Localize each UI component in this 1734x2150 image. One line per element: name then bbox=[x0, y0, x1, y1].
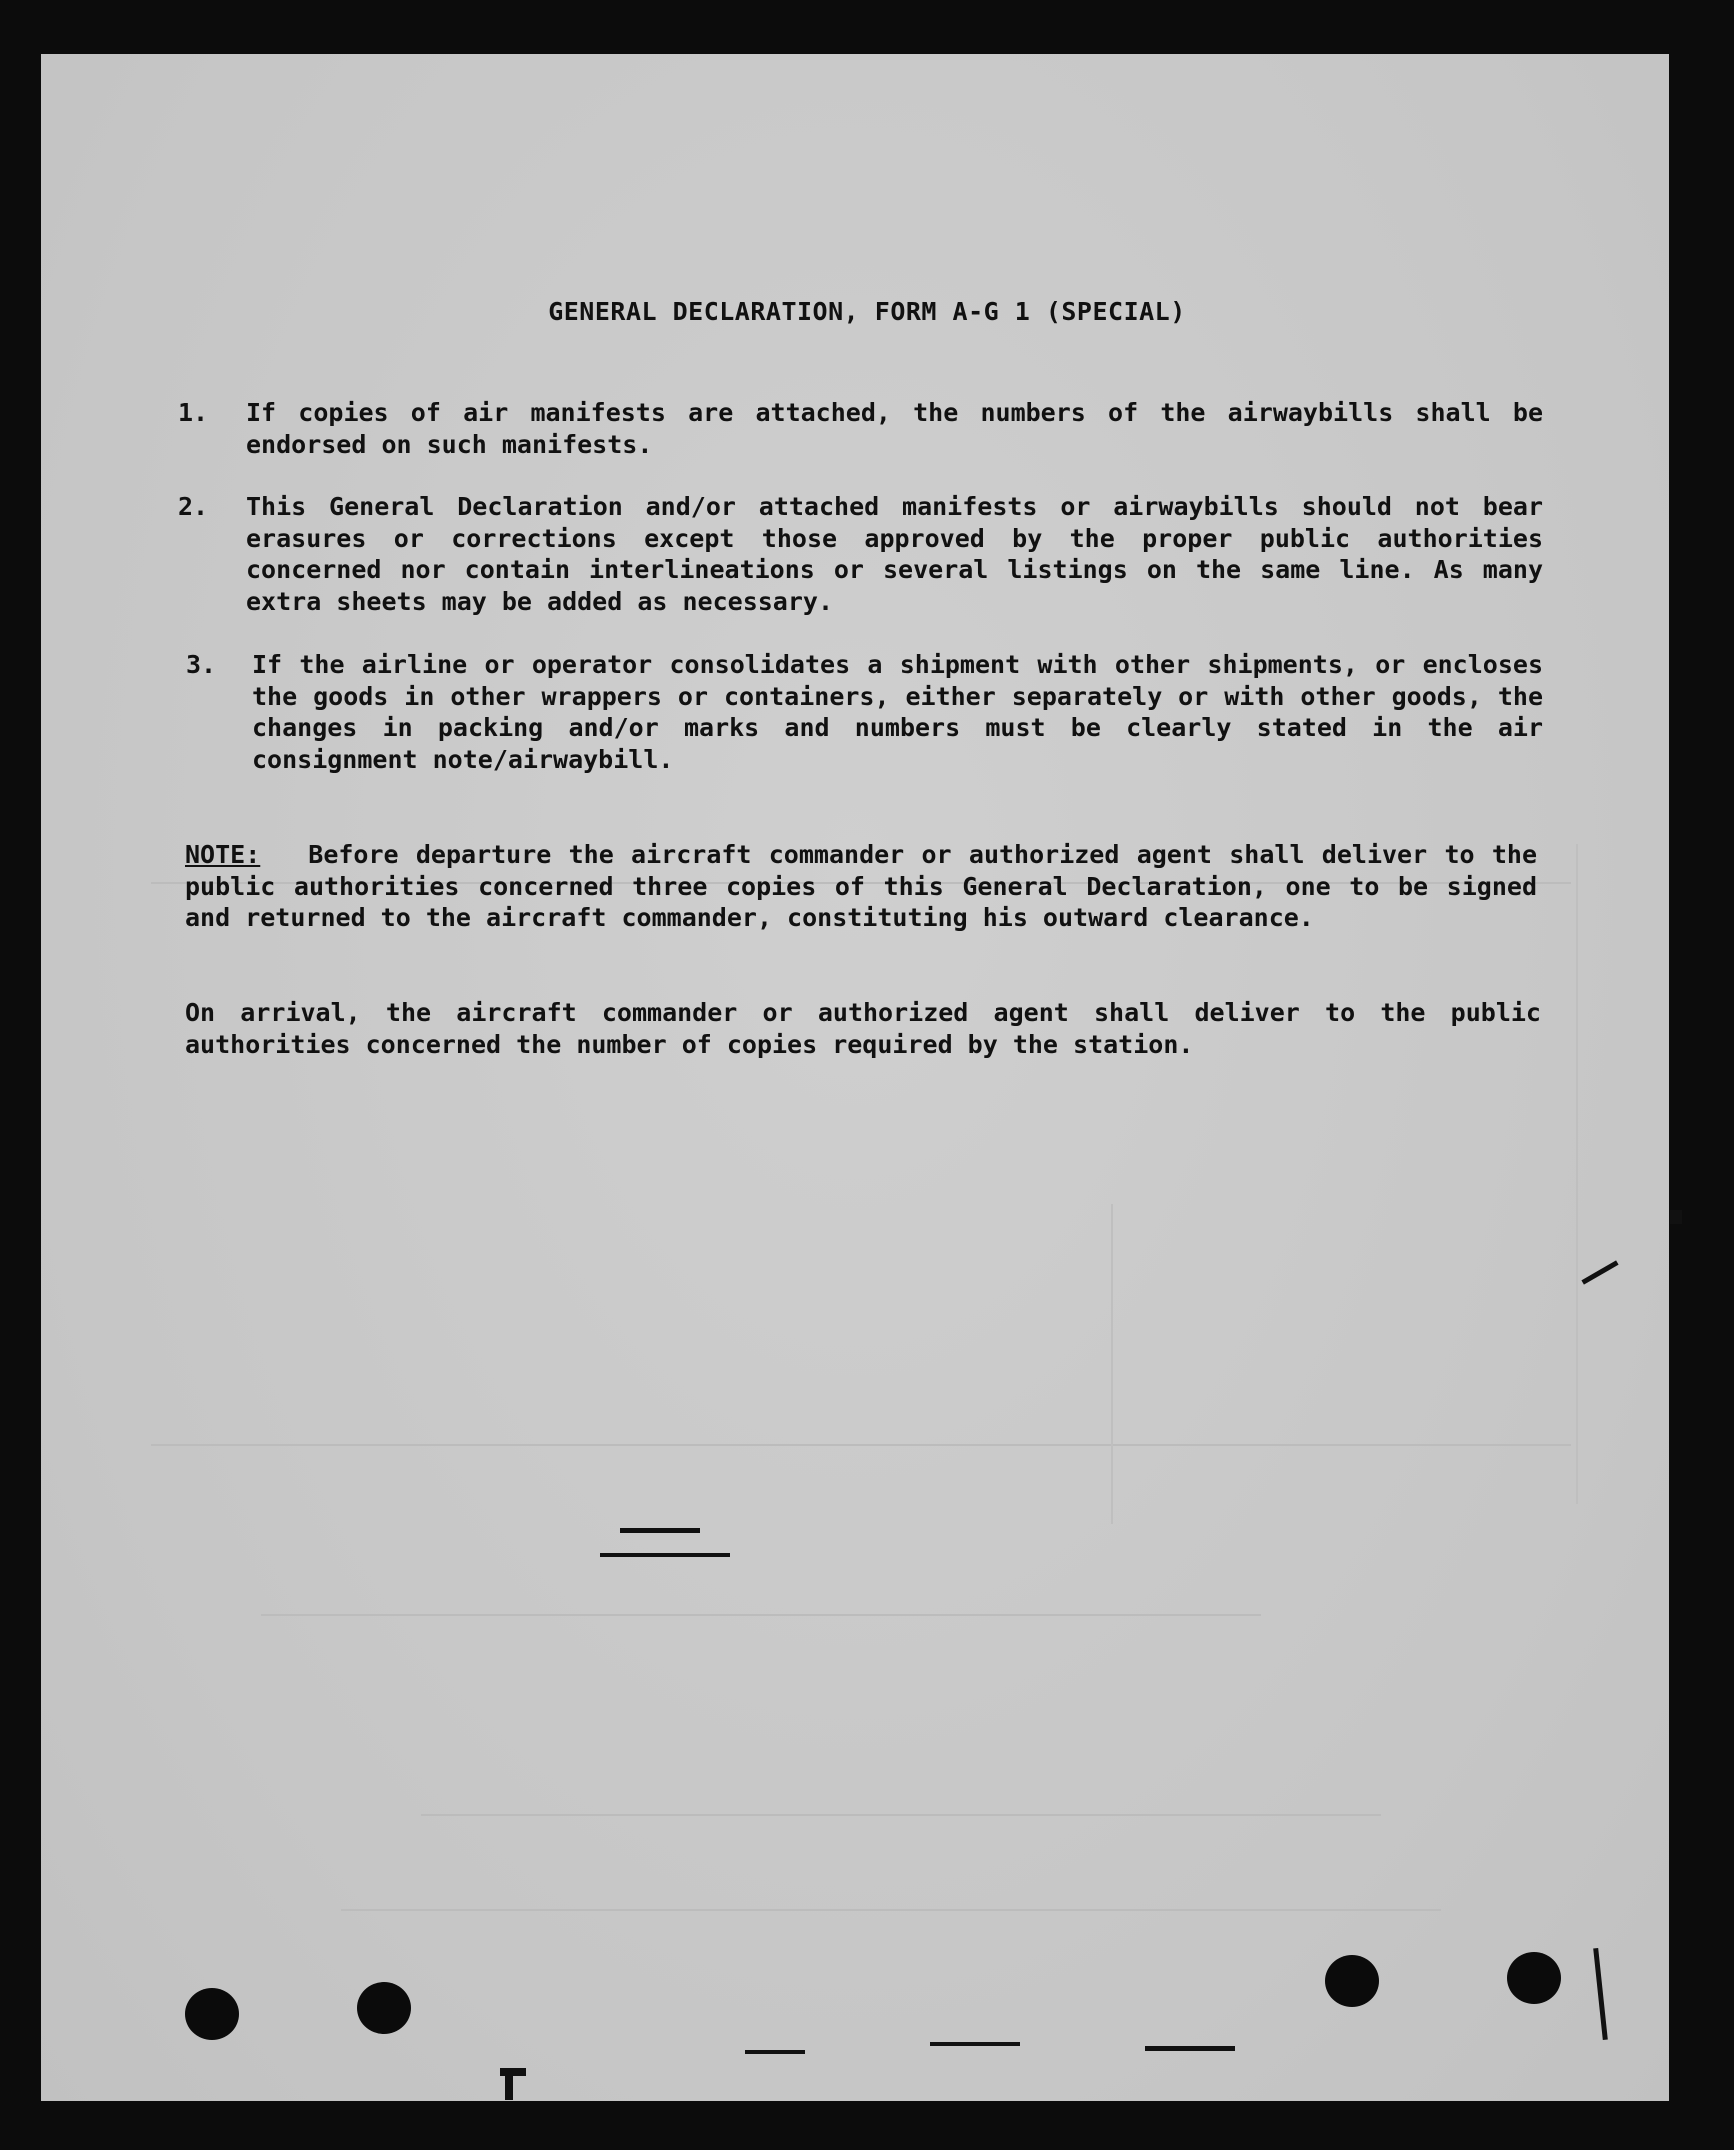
scan-mark bbox=[600, 1553, 730, 1557]
bleed-through-line bbox=[421, 1814, 1381, 1816]
scan-mark bbox=[1145, 2046, 1235, 2051]
scan-mark bbox=[500, 2068, 526, 2076]
punch-hole bbox=[1325, 1955, 1379, 2007]
note-paragraph bbox=[185, 839, 1537, 934]
scan-mark bbox=[620, 1528, 700, 1533]
bleed-through-line bbox=[1111, 1204, 1113, 1524]
scan-mark bbox=[745, 2050, 805, 2054]
item-text: If the airline or operator consolidates a shipment with other shipments, or encloses the goods in other wrappers or containers, either separately or with other goods, the changes in packing and/or marks and numbers must be clearly stated in the air consignment note/airwaybill. bbox=[252, 650, 1543, 774]
item-number: 2. bbox=[178, 492, 209, 521]
item-text: This General Declaration and/or attached manifests or airwaybills should not bear erasures or corrections except those approved by the proper public authorities concerned nor contain interlineations or several listings on the same line. As many extra sheets may be added as necessary. bbox=[246, 492, 1543, 616]
arrival-paragraph: On arrival, the aircraft commander or authorized agent shall deliver to the public authorities concerned the number of copies required by the station. bbox=[185, 998, 1541, 1059]
punch-hole bbox=[357, 1982, 411, 2034]
scan-mark bbox=[1670, 1210, 1682, 1224]
list-item bbox=[178, 649, 1543, 775]
scan-mark bbox=[930, 2042, 1020, 2046]
bleed-through-line bbox=[261, 1614, 1261, 1616]
note-text: Before departure the aircraft commander or authorized agent shall deliver to the public authorities concerned three copies of this General Declaration, one to be signed and returned to the aircraft commander, constituting his outward clearance. bbox=[185, 840, 1537, 932]
list-item bbox=[178, 397, 1543, 460]
bleed-through-line bbox=[1576, 844, 1578, 1504]
item-number: 3. bbox=[186, 650, 217, 679]
note-label: NOTE: bbox=[185, 840, 261, 869]
scan-mark bbox=[505, 2072, 513, 2100]
item-number: 1. bbox=[178, 398, 209, 427]
bleed-through-line bbox=[341, 1909, 1441, 1911]
punch-hole bbox=[1507, 1952, 1561, 2004]
bleed-through-line bbox=[151, 1444, 1571, 1446]
document-title: GENERAL DECLARATION, FORM A-G 1 (SPECIAL) bbox=[548, 297, 1186, 326]
list-item bbox=[178, 491, 1543, 617]
item-text: If copies of air manifests are attached, the numbers of the airwaybills shall be endorsed on such manifests. bbox=[246, 398, 1543, 459]
punch-hole bbox=[185, 1988, 239, 2040]
paper-sheet bbox=[41, 54, 1669, 2101]
